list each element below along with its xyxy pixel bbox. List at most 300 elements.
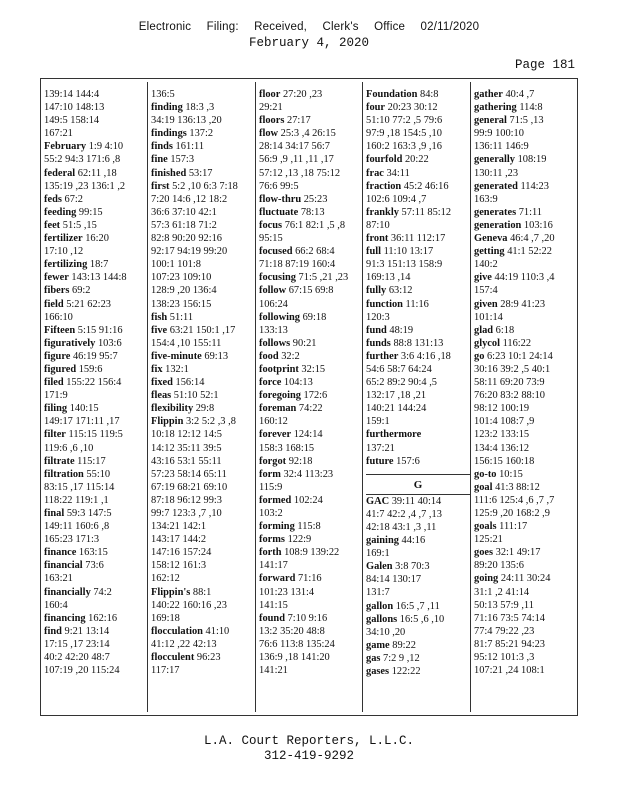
index-refs: 20:22	[402, 154, 429, 166]
index-entry-head	[259, 88, 363, 101]
index-word: force	[259, 377, 282, 389]
index-entry-cont: 141:21	[259, 665, 288, 677]
index-entry-head	[259, 428, 363, 441]
index-entry	[151, 311, 255, 324]
index-entry	[44, 468, 148, 507]
index-entry-cont: 100:1 101:8	[151, 259, 201, 271]
index-refs: 99:15	[76, 206, 103, 218]
index-column-4	[366, 88, 470, 678]
index-entry-cont: 120:3	[366, 311, 390, 323]
index-entry	[259, 402, 363, 428]
index-entry	[44, 455, 148, 468]
index-word: follows	[259, 337, 291, 349]
index-word: GAC	[366, 495, 390, 507]
index-entry	[366, 495, 470, 534]
index-refs: 55:10	[83, 468, 111, 480]
index-word: filtration	[44, 468, 84, 480]
index-entry-head	[259, 520, 363, 533]
index-refs: 69:18	[300, 311, 327, 323]
index-entry-head	[151, 127, 255, 140]
index-entry	[151, 88, 255, 101]
index-word: game	[366, 639, 390, 651]
index-entry-head	[151, 101, 255, 114]
index-entry-cont: 128:9 ,20 136:4	[151, 285, 217, 297]
index-refs: 69:13	[201, 350, 229, 362]
index-entry-head	[259, 572, 363, 585]
index-word: 136:5	[151, 89, 175, 100]
index-entry	[151, 625, 255, 651]
index-entry-cont: 82:8 90:20 92:16	[151, 233, 223, 245]
index-entry-head	[366, 298, 470, 311]
index-entry-cont: 97:9 ,18 154:5 ,10	[366, 128, 442, 140]
index-entry-cont: 31:1 ,2 41:14	[474, 586, 530, 598]
index-refs: 103:16	[521, 219, 553, 231]
index-refs: 162:16	[85, 612, 118, 624]
index-word: feet	[44, 219, 61, 231]
index-word: fleas	[151, 390, 172, 402]
index-word: fourfold	[366, 154, 403, 166]
index-word: Foundation	[366, 89, 418, 100]
index-refs: 3:8 70:3	[392, 561, 430, 573]
index-refs: 114:23	[517, 180, 549, 192]
index-entry-head	[151, 586, 255, 599]
index-entry-head	[44, 507, 148, 520]
index-entry-head	[474, 468, 578, 481]
index-entry-cont: 40:2 42:20 48:7	[44, 652, 110, 664]
index-refs: 124:14	[291, 429, 323, 441]
index-column-2	[151, 88, 255, 677]
index-entry-head	[151, 140, 255, 153]
index-refs: 155:22 156:4	[63, 377, 122, 389]
index-refs: 32:1 49:17	[493, 547, 541, 559]
index-word: goal	[474, 481, 493, 493]
index-word: future	[366, 455, 394, 467]
index-entry	[151, 586, 255, 625]
index-refs: 44:19 110:3 ,4	[491, 272, 555, 284]
index-entry-cont: 103:2	[259, 508, 283, 519]
index-word: findings	[151, 128, 187, 140]
index-entry-head	[366, 534, 470, 547]
index-entry	[474, 219, 578, 232]
index-entry	[259, 494, 363, 520]
index-entry-cont: 167:21	[44, 128, 73, 140]
index-word: gallons	[366, 613, 398, 625]
index-entry	[259, 219, 363, 245]
index-refs: 71:16	[295, 573, 322, 585]
index-entry-cont: 54:6 58:7 64:24	[366, 363, 432, 375]
index-refs: 62:11 ,18	[75, 167, 117, 179]
index-refs: 25:3 ,4 26:15	[278, 128, 336, 140]
index-refs: 67:15 69:8	[286, 285, 334, 297]
index-refs: 88:8 131:13	[390, 337, 444, 349]
index-word: find	[44, 625, 62, 637]
index-entry-cont: 131:7	[366, 587, 390, 599]
index-entry	[44, 612, 148, 625]
index-entry	[259, 350, 363, 363]
index-entry	[151, 389, 255, 402]
index-entry-cont: 51:10 77:2 ,5 79:6	[366, 115, 443, 127]
stamp-part: Filing:	[206, 21, 239, 33]
index-entry-head	[259, 284, 363, 297]
index-word: foregoing	[259, 390, 301, 402]
index-entry-cont: 77:4 79:22 ,23	[474, 625, 535, 637]
stamp-part: Clerk's	[322, 21, 359, 33]
index-entry-cont: 87:18 96:12 99:3	[151, 494, 223, 506]
index-entry	[151, 140, 255, 153]
index-entry-head	[259, 114, 363, 127]
index-entry-cont: 162:12	[151, 573, 180, 585]
index-word: flow-thru	[259, 193, 302, 205]
index-entry	[259, 114, 363, 127]
index-refs: 46:19 95:7	[70, 350, 118, 362]
index-entry	[366, 324, 470, 337]
index-entry-head	[474, 298, 578, 311]
index-refs: 132:1	[162, 363, 189, 375]
index-word: Flippin's	[151, 586, 191, 598]
index-refs: 3:6 4:16 ,18	[398, 350, 451, 362]
index-entry-cont: 156:15 160:18	[474, 455, 535, 467]
index-word: fish	[151, 311, 168, 323]
index-word: flocculation	[151, 625, 203, 637]
index-entry-head	[474, 206, 578, 219]
index-entry	[44, 193, 148, 206]
index-entry-head	[44, 586, 148, 599]
index-entry	[366, 101, 470, 153]
index-entry	[259, 127, 363, 192]
index-refs: 71:5 ,21 ,23	[295, 272, 349, 284]
index-word: goes	[474, 547, 494, 559]
index-entry	[151, 153, 255, 166]
index-entry-cont: 98:12 100:19	[474, 403, 530, 415]
index-word: five	[151, 324, 168, 336]
index-entry-cont: 7:20 14:6 ,12 18:2	[151, 193, 228, 205]
index-word: figure	[44, 350, 71, 362]
index-word: Galen	[366, 561, 393, 573]
index-entry	[474, 481, 578, 520]
index-entry-head	[366, 153, 470, 166]
index-word: finished	[151, 167, 187, 179]
index-refs: 115:17	[74, 455, 106, 467]
index-entry-head	[44, 284, 148, 297]
index-entry-cont: 132:17 ,18 ,21	[366, 390, 427, 402]
index-entry	[151, 651, 255, 677]
index-entry-head	[44, 337, 148, 350]
index-entry	[474, 153, 578, 179]
index-entry-head	[151, 324, 255, 337]
index-refs: 11:10 13:17	[381, 246, 434, 258]
index-entry-cont: 95:12 101:3 ,3	[474, 652, 535, 664]
index-refs: 24:11 30:24	[498, 573, 551, 585]
index-entry	[44, 337, 148, 350]
index-entry	[366, 206, 470, 232]
index-entry	[44, 376, 148, 402]
index-entry	[474, 324, 578, 337]
index-entry	[44, 298, 148, 324]
index-entry-cont: 106:24	[259, 298, 288, 310]
index-entry	[259, 533, 363, 546]
index-refs: 104:13	[281, 377, 313, 389]
index-entry	[474, 546, 578, 572]
index-entry-cont: 13:2 35:20 48:8	[259, 625, 325, 637]
index-entry-cont: 149:11 160:6 ,8	[44, 521, 110, 533]
index-entry-cont: 134:4 136:12	[474, 442, 530, 454]
index-word: foreman	[259, 403, 297, 415]
index-refs: 74:2	[90, 586, 112, 598]
index-word: formed	[259, 494, 292, 506]
index-entry-cont: 99:9 100:10	[474, 128, 524, 140]
index-entry	[44, 586, 148, 612]
index-entry-cont: 57:3 61:18 71:2	[151, 219, 217, 231]
index-refs: 27:17	[284, 115, 311, 127]
index-entry-cont: 123:2 133:15	[474, 429, 530, 441]
index-entry	[151, 167, 255, 180]
index-column-1	[44, 88, 148, 677]
index-entry-cont: 41:12 ,22 42:13	[151, 638, 217, 650]
index-entry	[151, 376, 255, 389]
index-column-5	[474, 88, 578, 677]
index-entry	[151, 350, 255, 363]
index-word: filing	[44, 403, 68, 415]
index-entry-cont: 107:23 109:10	[151, 272, 212, 284]
index-entry-head	[259, 455, 363, 468]
index-word: filed	[44, 377, 64, 389]
index-refs: 74:22	[296, 403, 323, 415]
index-entry-cont: 136:11 146:9	[474, 141, 529, 153]
index-word: forever	[259, 429, 292, 441]
index-word: gallon	[366, 600, 394, 612]
index-entry-cont: 140:21 144:24	[366, 403, 427, 415]
index-refs: 28:9 41:23	[497, 298, 546, 310]
filing-stamp	[0, 21, 618, 33]
index-entry-head	[366, 428, 470, 441]
index-entry	[474, 180, 578, 206]
index-entry	[474, 206, 578, 219]
index-entry-head	[44, 88, 148, 101]
index-entry	[474, 468, 578, 481]
index-entry-cont: 95:15	[259, 233, 283, 245]
index-word: fix	[151, 363, 163, 375]
index-entry-head	[366, 665, 470, 678]
index-entry-cont: 158:12 161:3	[151, 560, 207, 572]
index-entry	[259, 88, 363, 114]
index-entry-head	[259, 193, 363, 206]
index-entry-cont: 71:18 87:19 160:4	[259, 259, 336, 271]
index-entry-head	[259, 494, 363, 507]
index-refs: 46:4 ,7 ,20	[507, 233, 555, 245]
index-entry	[366, 337, 470, 350]
index-entry-head	[44, 140, 148, 153]
index-refs: 53:17	[186, 167, 213, 179]
index-refs: 6:18	[493, 324, 515, 336]
index-entry	[259, 363, 363, 376]
index-entry	[366, 428, 470, 454]
index-refs: 16:5 ,7 ,11	[393, 600, 440, 612]
index-entry	[44, 350, 148, 363]
index-refs: 5:15 91:16	[75, 324, 123, 336]
index-refs: 76:1 82:1 ,5 ,8	[282, 219, 346, 231]
index-entry-head	[44, 219, 148, 232]
transcript-date: February 4, 2020	[248, 36, 370, 50]
index-entry-head	[474, 572, 578, 585]
index-refs: 137:2	[186, 128, 214, 140]
index-entry-cont: 101:23 131:4	[259, 586, 315, 598]
index-entry-cont: 138:23 156:15	[151, 298, 212, 310]
index-entry-cont: 76:6 99:5	[259, 180, 299, 192]
index-refs: 41:10	[202, 625, 230, 637]
index-word: federal	[44, 167, 76, 179]
index-word: given	[474, 298, 498, 310]
index-refs: 32:4 113:23	[280, 468, 334, 480]
index-refs: 36:11 112:17	[388, 233, 446, 245]
index-entry-head	[44, 455, 148, 468]
index-entry	[366, 284, 470, 297]
index-entry-cont: 14:12 35:11 39:5	[151, 442, 222, 454]
index-entry	[366, 167, 470, 180]
index-refs: 29:8	[193, 403, 215, 415]
index-word: frankly	[366, 206, 399, 218]
index-entry	[44, 507, 148, 546]
index-entry	[44, 324, 148, 337]
index-entry-cont: 102:6 109:4 ,7	[366, 193, 427, 205]
index-entry	[44, 546, 148, 559]
index-entry	[259, 612, 363, 677]
index-entry-cont: 50:13 57:9 ,11	[474, 599, 534, 611]
index-entry	[259, 376, 363, 389]
index-entry-cont: 58:11 69:20 73:9	[474, 377, 545, 389]
index-refs: 5:21 62:23	[63, 298, 111, 310]
index-entry-cont: 149:5 158:14	[44, 115, 100, 127]
index-entry	[474, 337, 578, 350]
index-entry	[44, 559, 148, 585]
f-entries	[366, 88, 470, 468]
index-entry	[259, 245, 363, 271]
index-word: fund	[366, 324, 387, 336]
index-entry	[474, 232, 578, 245]
index-entry-cont: 158:3 168:15	[259, 442, 315, 454]
index-entry	[259, 271, 363, 284]
index-word: focusing	[259, 272, 296, 284]
index-entry-cont: 115:9	[259, 481, 283, 493]
index-word: floors	[259, 115, 285, 127]
index-refs: 71:11	[516, 206, 543, 218]
index-entry-head	[44, 193, 148, 206]
section-rule	[366, 474, 470, 475]
index-entry-cont: 57:12 ,13 ,18 75:12	[259, 167, 341, 179]
index-entry-head	[474, 88, 578, 101]
index-entry-cont: 81:7 85:21 94:23	[474, 638, 546, 650]
index-word: generated	[474, 180, 518, 192]
index-entry	[44, 206, 148, 219]
index-word: generation	[474, 219, 522, 231]
index-entry-cont: 171:9	[44, 390, 68, 402]
index-word: food	[259, 350, 279, 362]
index-entry-cont: 136:9 ,18 141:20	[259, 652, 330, 664]
index-entry	[259, 572, 363, 611]
index-entry-head	[151, 363, 255, 376]
index-entry	[259, 337, 363, 350]
index-word: financial	[44, 560, 83, 572]
index-word: five-minute	[151, 350, 202, 362]
index-entry	[259, 455, 363, 468]
index-entry-head	[44, 468, 148, 481]
index-entry-cont: 101:4 108:7 ,9	[474, 416, 535, 428]
index-word: final	[44, 508, 65, 519]
index-refs: 140:15	[67, 403, 99, 415]
index-entry	[366, 88, 470, 101]
index-entry-cont: 111:6 125:4 ,6 ,7 ,7	[474, 494, 555, 506]
index-entry-cont: 36:6 37:10 42:1	[151, 206, 217, 218]
index-entry-head	[151, 88, 255, 101]
index-entry-head	[259, 376, 363, 389]
index-entry-cont: 76:20 83:2 88:10	[474, 390, 546, 402]
index-refs: 108:19	[514, 154, 547, 166]
index-entry	[151, 402, 255, 415]
index-entry	[151, 180, 255, 311]
index-entry-cont: 99:7 123:3 ,7 ,10	[151, 508, 222, 519]
index-entry	[474, 101, 578, 114]
index-word: give	[474, 272, 492, 284]
index-refs: 115:8	[294, 521, 321, 533]
index-entry-head	[366, 350, 470, 363]
index-entry-cont: 166:10	[44, 311, 73, 323]
index-entry-cont: 163:9	[474, 193, 498, 205]
index-word: focused	[259, 246, 293, 258]
index-refs: 111:17	[496, 521, 528, 533]
index-entry	[474, 350, 578, 468]
index-entry-head	[259, 546, 363, 559]
index-refs: 88:1	[190, 586, 212, 598]
index-entry	[259, 193, 363, 206]
index-refs: 122:9	[284, 534, 312, 546]
index-entry-head	[259, 337, 363, 350]
index-refs: 89:22	[389, 639, 416, 651]
index-word: finding	[151, 102, 183, 114]
index-entry-head	[474, 219, 578, 232]
index-word: following	[259, 311, 300, 323]
index-refs: 51:10 52:1	[171, 390, 219, 402]
index-entry-head	[366, 167, 470, 180]
index-entry-cont: 134:21 142:1	[151, 521, 207, 533]
index-entry-cont: 147:16 157:24	[151, 547, 212, 559]
index-refs: 90:21	[290, 337, 317, 349]
index-word: glad	[474, 324, 494, 336]
index-entry-head	[44, 324, 148, 337]
index-entry-head	[366, 284, 470, 297]
index-entry-cont: 160:12	[259, 416, 288, 428]
index-entry-head	[474, 180, 578, 193]
index-entry-head	[474, 546, 578, 559]
index-word: forms	[259, 534, 285, 546]
index-word: goals	[474, 521, 497, 533]
index-refs: 3:2 5:2 ,3 ,8	[183, 416, 236, 428]
index-word: fully	[366, 285, 387, 297]
index-refs: 144:4	[72, 89, 100, 100]
index-entry-head	[474, 337, 578, 350]
footer	[0, 734, 618, 764]
index-refs: 63:12	[386, 285, 413, 297]
index-entry-cont: 67:19 68:21 69:10	[151, 481, 228, 493]
index-refs: 96:23	[194, 652, 221, 664]
column-divider	[470, 82, 471, 712]
index-word: go-to	[474, 468, 497, 480]
index-entry-cont: 29:21	[259, 102, 283, 114]
index-entry	[366, 298, 470, 324]
index-entry-cont: 143:17 144:2	[151, 534, 207, 546]
index-word: fluctuate	[259, 206, 299, 218]
index-entry-head	[259, 468, 363, 481]
index-entry	[44, 402, 148, 428]
index-entry-head	[44, 376, 148, 389]
